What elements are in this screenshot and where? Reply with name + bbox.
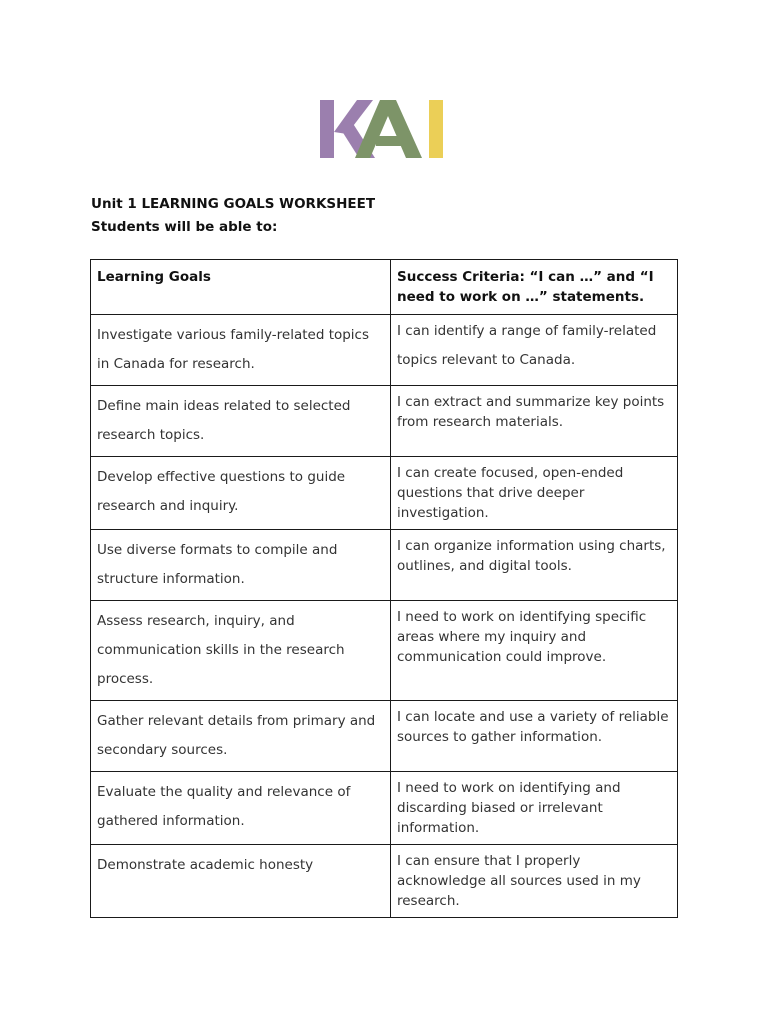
learning-goals-table (90, 259, 678, 918)
success-criteria-cell: I need to work on identifying and discarding biased or irrelevant information. (391, 772, 678, 845)
success-criteria-cell: I can extract and summarize key points from research materials. (391, 386, 678, 457)
column-header-success-criteria: Success Criteria: “I can …” and “I need to work on …” statements. (391, 260, 678, 315)
learning-goal-cell: Use diverse formats to compile and structure information. (91, 530, 391, 601)
success-criteria-cell: I can organize information using charts, outlines, and digital tools. (391, 530, 678, 601)
learning-goal-cell: Evaluate the quality and relevance of gathered information. (91, 772, 391, 845)
table-row (91, 845, 678, 918)
logo-letter-i (429, 100, 443, 158)
kai-logo-graphic (318, 98, 446, 160)
success-criteria-cell: I can identify a range of family-related topics relevant to Canada. (391, 315, 678, 386)
learning-goal-cell: Demonstrate academic honesty (91, 845, 391, 918)
worksheet-title: Unit 1 LEARNING GOALS WORKSHEET (91, 196, 376, 212)
success-criteria-cell: I need to work on identifying specific areas where my inquiry and communication could improve. (391, 601, 678, 701)
column-header-learning-goals: Learning Goals (91, 260, 391, 315)
success-criteria-cell: I can locate and use a variety of reliable sources to gather information. (391, 701, 678, 772)
learning-goal-cell: Define main ideas related to selected research topics. (91, 386, 391, 457)
table-row (91, 386, 678, 457)
learning-goal-cell: Develop effective questions to guide research and inquiry. (91, 457, 391, 530)
table-row (91, 457, 678, 530)
success-criteria-cell: I can ensure that I properly acknowledge all sources used in my research. (391, 845, 678, 918)
learning-goal-cell: Investigate various family-related topics in Canada for research. (91, 315, 391, 386)
table-row (91, 530, 678, 601)
success-criteria-cell: I can create focused, open-ended questions that drive deeper investigation. (391, 457, 678, 530)
table-row (91, 772, 678, 845)
worksheet-subtitle: Students will be able to: (91, 219, 278, 235)
learning-goal-cell: Assess research, inquiry, and communication skills in the research process. (91, 601, 391, 701)
worksheet-heading (91, 193, 375, 239)
table-row (91, 701, 678, 772)
learning-goal-cell: Gather relevant details from primary and secondary sources. (91, 701, 391, 772)
kai-logo (318, 98, 446, 160)
table-header-row (91, 260, 678, 315)
table-row (91, 315, 678, 386)
table-row (91, 601, 678, 701)
